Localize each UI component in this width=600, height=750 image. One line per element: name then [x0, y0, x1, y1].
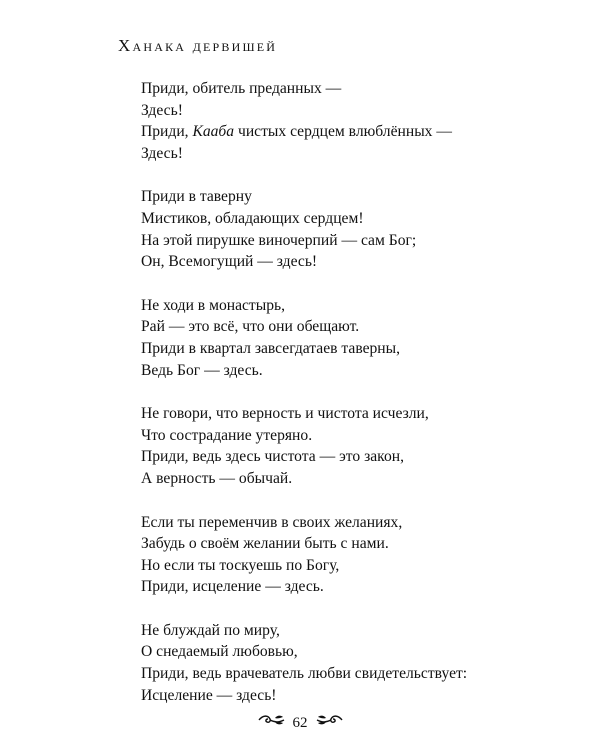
poem-line: Он, Всемогущий — здесь! [141, 253, 318, 271]
poem-line: Что сострадание утеряно. [141, 426, 313, 444]
poem-line: Приди, ведь врачеватель любви свидетельствует: [141, 665, 468, 683]
poem-line: Приди, обитель преданных — [141, 80, 342, 97]
fleuron-right-icon [314, 713, 344, 733]
poem-line: Не блуждай по миру, [141, 621, 280, 639]
poem-line: Приди в таверну [141, 188, 252, 206]
poem-line: Приди, исцеление — здесь. [141, 578, 324, 596]
page-footer [0, 712, 600, 733]
poem-line: Но если ты тоскуешь по Богу, [141, 556, 340, 574]
stanza [141, 186, 581, 272]
poem-line: А верность — обычай. [141, 469, 293, 487]
poem-line: Забудь о своём желании быть с нами. [141, 535, 389, 553]
stanza [141, 78, 581, 164]
poem-line-text: Приди, [141, 123, 193, 141]
page-number: 62 [292, 714, 308, 731]
poem-line [141, 121, 581, 143]
poem-line-text: чистых сердцем влюблённых — [234, 123, 452, 141]
poem-line-italic: Кааба [192, 123, 235, 141]
poem-line: Не говори, что верность и чистота исчезли, [141, 405, 429, 423]
poem-body [141, 78, 581, 728]
poem-line: Если ты переменчив в своих желаниях, [141, 513, 403, 531]
page-title: Ханака дервишей [118, 36, 278, 55]
poem-line: Мистиков, обладающих сердцем! [141, 209, 364, 227]
fleuron-left-icon [257, 713, 287, 733]
poem-line: Не ходи в монастырь, [141, 296, 286, 314]
poem-line: Здесь! [141, 144, 183, 162]
poem-line: Здесь! [141, 101, 183, 119]
poem-line: Рай — это всё, что они обещают. [141, 318, 360, 336]
poem-line: Приди, ведь здесь чистота — это закон, [141, 448, 404, 466]
poem-line: На этой пирушке виночерпий — сам Бог; [141, 231, 417, 249]
stanza [141, 620, 581, 706]
poem-line: Ведь Бог — здесь. [141, 361, 263, 379]
poem-line: Исцеление — здесь! [141, 686, 277, 704]
poem-line: О снедаемый любовью, [141, 643, 298, 661]
stanza [141, 295, 581, 381]
poem-line: Приди в квартал завсегдатаев таверны, [141, 339, 401, 357]
stanza [141, 403, 581, 489]
stanza [141, 512, 581, 598]
